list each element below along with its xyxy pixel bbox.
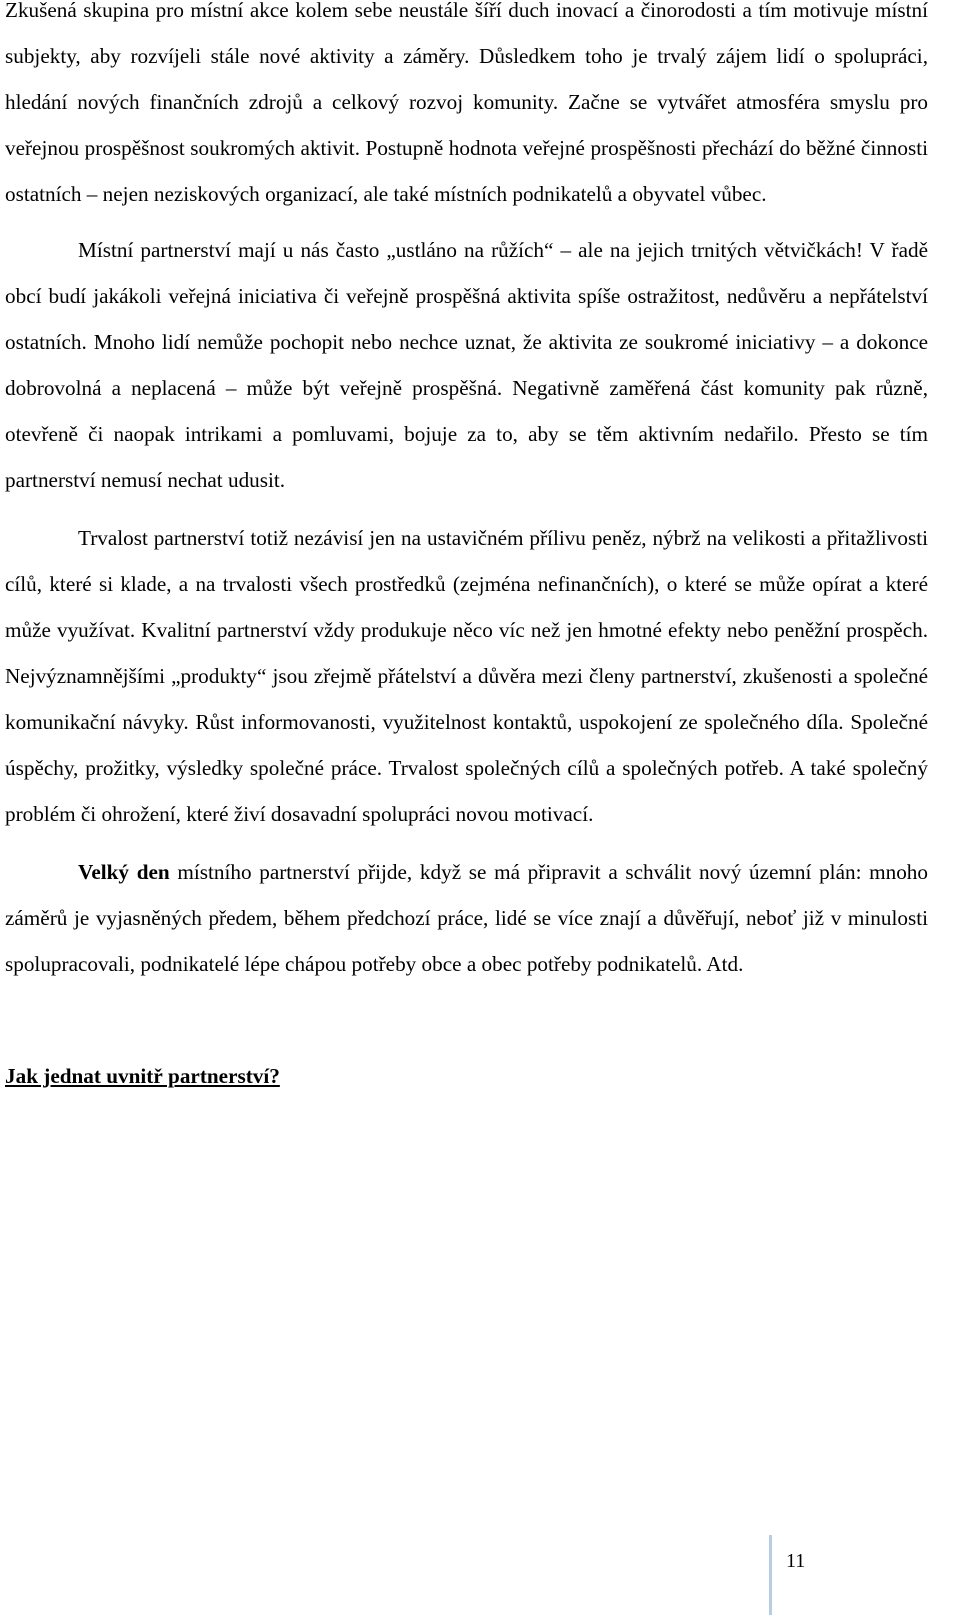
paragraph-4 <box>5 849 928 987</box>
section-heading: Jak jednat uvnitř partnerství? <box>5 1064 280 1088</box>
page-number-rule <box>769 1535 772 1615</box>
page-footer <box>769 1535 829 1615</box>
paragraph-2: Místní partnerství mají u nás často „ustláno na růžích“ – ale na jejich trnitých větvičkách! V řadě obcí budí jakákoli veřejná iniciativa či veřejně prospěšná aktivita spíše ostražitost, nedůvěru a nepřátelství ostatních. Mnoho lidí nemůže pochopit nebo nechce uznat, že aktivita ze soukromé iniciativy – a dokonce dobrovolná a neplacená – může být veřejně prospěšná. Negativně zaměřená část komunity pak různě, otevřeně či naopak intrikami a pomluvami, bojuje za to, aby se těm aktivním nedařilo. Přesto se tím partnerství nemusí nechat udusit. <box>5 238 928 492</box>
document-page <box>5 0 928 1099</box>
paragraph-1: Zkušená skupina pro místní akce kolem sebe neustále šíří duch inovací a činorodosti a tím motivuje místní subjekty, aby rozvíjeli stále nové aktivity a záměry. Důsledkem toho je trvalý zájem lidí o spolupráci, hledání nových finančních zdrojů a celkový rozvoj komunity. Začne se vytvářet atmosféra smyslu pro veřejnou prospěšnost soukromých aktivit. Postupně hodnota veřejné prospěšnosti přechází do běžné činnosti ostatních – nejen neziskových organizací, ale také místních podnikatelů a obyvatel vůbec. <box>5 0 928 206</box>
paragraph-3: Trvalost partnerství totiž nezávisí jen na ustavičném přílivu peněz, nýbrž na velikosti a přitažlivosti cílů, které si klade, a na trvalosti všech prostředků (zejména nefinančních), o které se může opírat a které může využívat. Kvalitní partnerství vždy produkuje něco víc než jen hmotné efekty nebo peněžní prospěch. Nejvýznamnějšími „produkty“ jsou zřejmě přátelství a důvěra mezi členy partnerství, zkušenosti a společné komunikační návyky. Růst informovanosti, využitelnost kontaktů, uspokojení ze společného díla. Společné úspěchy, prožitky, výsledky společné práce. Trvalost společných cílů a společných potřeb. A také společný problém či ohrožení, které živí dosavadní spolupráci novou motivací. <box>5 526 928 826</box>
page-number: 11 <box>786 1550 806 1572</box>
paragraph-4-emphasis: Velký den <box>78 860 170 884</box>
paragraph-4-text: místního partnerství přijde, když se má připravit a schválit nový územní plán: mnoho záměrů je vyjasněných předem, během předchozí práce, lidé se více znají a důvěřují, neboť již v minulosti spolupracovali, podnikatelé lépe chápou potřeby obce a obec potřeby podnikatelů. Atd. <box>5 860 928 976</box>
